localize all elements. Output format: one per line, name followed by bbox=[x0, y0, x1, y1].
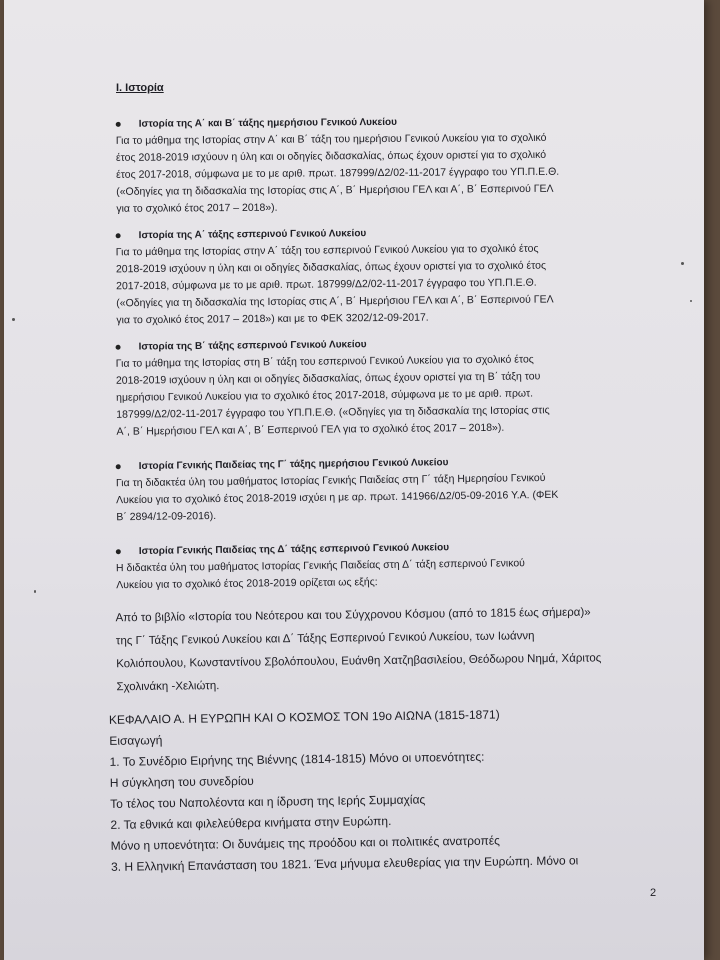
paper-speck bbox=[690, 300, 692, 302]
body-text-line: Για το μάθημα της Ιστορίας στη Β΄ τάξη του εσπερινού Γενικού Λυκείου για το σχολικό έτος bbox=[115, 353, 534, 370]
chapter-item: Μόνο η υποενότητα: Οι δυνάμεις της προόδου και οι πολιτικές ανατροπές bbox=[110, 833, 501, 853]
body-text-line: Από το βιβλίο «Ιστορία του Νεότερου και του Σύγχρονου Κόσμου (από το 1815 έως σήμερα)» bbox=[115, 606, 591, 625]
bullet-icon bbox=[116, 233, 121, 238]
section-title-text: Ιστορία Γενικής Παιδείας της Δ΄ τάξης εσπερινού Γενικού Λυκείου bbox=[138, 542, 450, 557]
section-heading: I. Ιστορία bbox=[116, 82, 164, 94]
body-text-line: Α΄, Β΄ Ημερήσιου ΓΕΛ και Α΄, Β΄ Εσπερινού ΓΕΛ για το σχολικό έτος 2017 – 2018»). bbox=[116, 421, 505, 438]
history-section bbox=[116, 452, 647, 526]
body-text-line: 2017-2018, σύμφωνα με το με αριθ. πρωτ. 187999/Δ2/02-11-2017 έγγραφο του ΥΠ.Π.Ε.Θ. bbox=[116, 276, 537, 293]
chapter-item: 1. Το Συνέδριο Ειρήνης της Βιέννης (1814-1815) Μόνο οι υποενότητες: bbox=[109, 749, 485, 769]
section-title-text: Ιστορία της Α΄ και Β΄ τάξης ημερήσιου Γενικού Λυκείου bbox=[138, 116, 398, 130]
body-text-line: για το σχολικό έτος 2017 – 2018»). bbox=[116, 201, 278, 215]
bullet-icon bbox=[116, 122, 121, 127]
body-text-line: Για τη διδακτέα ύλη του μαθήματος Ιστορίας Γενικής Παιδείας στη Γ΄ τάξη Ημερησίου Γενικού bbox=[115, 471, 546, 490]
body-text-line: 2018-2019 ισχύουν η ύλη και οι οδηγίες διδασκαλίας, όπως έχουν οριστεί για τη Β΄ τάξη του bbox=[115, 370, 541, 387]
book-paragraph bbox=[115, 601, 656, 700]
history-section bbox=[115, 333, 646, 441]
paper-speck bbox=[681, 262, 684, 265]
body-text-line: («Οδηγίες για τη διδασκαλία της Ιστορίας στις Α΄, Β΄ Ημερήσιου ΓΕΛ και Α΄, Β΄ Εσπερινού ΓΕΛ bbox=[116, 293, 554, 310]
body-text-line: της Γ΄ Τάξης Γενικού Λυκείου και Δ΄ Τάξης Εσπερινού Γενικού Λυκείου, των Ιωάννη bbox=[115, 630, 535, 648]
body-text-line: Για το μάθημα της Ιστορίας στην Α΄ τάξη του εσπερινού Γενικού Λυκείου για το σχολικό έτος bbox=[115, 242, 539, 259]
chapter-item: 2. Τα εθνικά και φιλελεύθερα κινήματα στην Ευρώπη. bbox=[110, 813, 392, 832]
history-section bbox=[116, 537, 647, 594]
body-text-line: Λυκείου για το σχολικό έτος 2018-2019 ορίζεται ως εξής: bbox=[116, 576, 378, 592]
bullet-icon bbox=[116, 549, 121, 554]
body-text-line: Σχολινάκη -Χελιώτη. bbox=[116, 680, 220, 694]
paper-speck bbox=[12, 318, 15, 321]
page-number: 2 bbox=[650, 887, 657, 899]
chapter-title: ΚΕΦΑΛΑΙΟ Α. Η ΕΥΡΩΠΗ ΚΑΙ Ο ΚΟΣΜΟΣ ΤΟΝ 19ο ΑΙΩΝΑ (1815-1871) bbox=[108, 707, 500, 727]
section-title-text: Ιστορία Γενικής Παιδείας της Γ΄ τάξης ημερήσιου Γενικού Λυκείου bbox=[138, 457, 449, 472]
body-text-line: ημερήσιου Γενικού Λυκείου για το σχολικό έτος 2017-2018, σύμφωνα με το με αριθ. πρωτ. bbox=[116, 387, 534, 404]
chapter-item: Το τέλος του Ναπολέοντα και η ίδρυση της Ιερής Συμμαχίας bbox=[110, 792, 426, 811]
body-text-line: («Οδηγίες για τη διδασκαλία της Ιστορίας στις Α΄, Β΄ Ημερήσιου ΓΕΛ και Α΄, Β΄ Εσπερινού ΓΕΛ bbox=[116, 182, 554, 198]
bullet-icon bbox=[116, 464, 121, 469]
body-text-line: Η διδακτέα ύλη του μαθήματος Ιστορίας Γενικής Παιδείας στη Δ΄ τάξη εσπερινού Γενικού bbox=[115, 557, 525, 575]
body-text-line: 2018-2019 ισχύουν η ύλη και οι οδηγίες διδασκαλίας, όπως έχουν οριστεί για το σχολικό έτος bbox=[115, 259, 547, 276]
body-text-line: Λυκείου για το σχολικό έτος 2018-2019 ισχύει η με αρ. πρωτ. 141966/Δ2/05-09-2016 Υ.Α. (ΦΕΚ bbox=[116, 488, 559, 507]
paper-speck bbox=[34, 590, 36, 593]
body-text-line: Κολιόπουλου, Κωνσταντίνου Σβολόπουλου, Ευάνθη Χατζηβασιλείου, Θεόδωρου Νημά, Χάριτος bbox=[116, 652, 602, 671]
section-title-text: Ιστορία της Β΄ τάξης εσπερινού Γενικού Λυκείου bbox=[138, 339, 367, 353]
history-section bbox=[116, 112, 647, 218]
chapter-list bbox=[109, 702, 671, 878]
history-section bbox=[116, 223, 647, 330]
body-text-line: Για το μάθημα της Ιστορίας στην Α΄ και Β΄ τάξη του ημερήσιου Γενικού Λυκείου για το σχολικό bbox=[115, 131, 547, 147]
chapter-item: 3. Η Ελληνική Επανάσταση του 1821. Ένα μήνυμα ελευθερίας για την Ευρώπη. Μόνο οι bbox=[110, 853, 579, 874]
chapter-item: Η σύγκληση του συνεδρίου bbox=[109, 773, 254, 790]
body-text-line: για το σχολικό έτος 2017 – 2018») και με το ΦΕΚ 3202/12-09-2017. bbox=[116, 311, 429, 327]
body-text-line: έτος 2017-2018, σύμφωνα με το με αριθ. πρωτ. 187999/Δ2/02-11-2017 έγγραφο του ΥΠ.Π.Ε.Θ. bbox=[116, 165, 560, 181]
body-text-line: 187999/Δ2/02-11-2017 έγγραφο του ΥΠ.Π.Ε.Θ. («Οδηγίες για τη διδασκαλία της Ιστορίας στις bbox=[116, 404, 550, 421]
body-text-line: έτος 2018-2019 ισχύουν η ύλη και οι οδηγίες διδασκαλίας, όπως έχουν οριστεί για το σχολικό bbox=[115, 148, 547, 164]
bullet-icon bbox=[116, 345, 121, 350]
body-text-line: Β΄ 2894/12-09-2016). bbox=[116, 510, 217, 524]
chapter-item: Εισαγωγή bbox=[109, 733, 163, 748]
section-title-text: Ιστορία της Α΄ τάξης εσπερινού Γενικού Λυκείου bbox=[138, 228, 367, 242]
